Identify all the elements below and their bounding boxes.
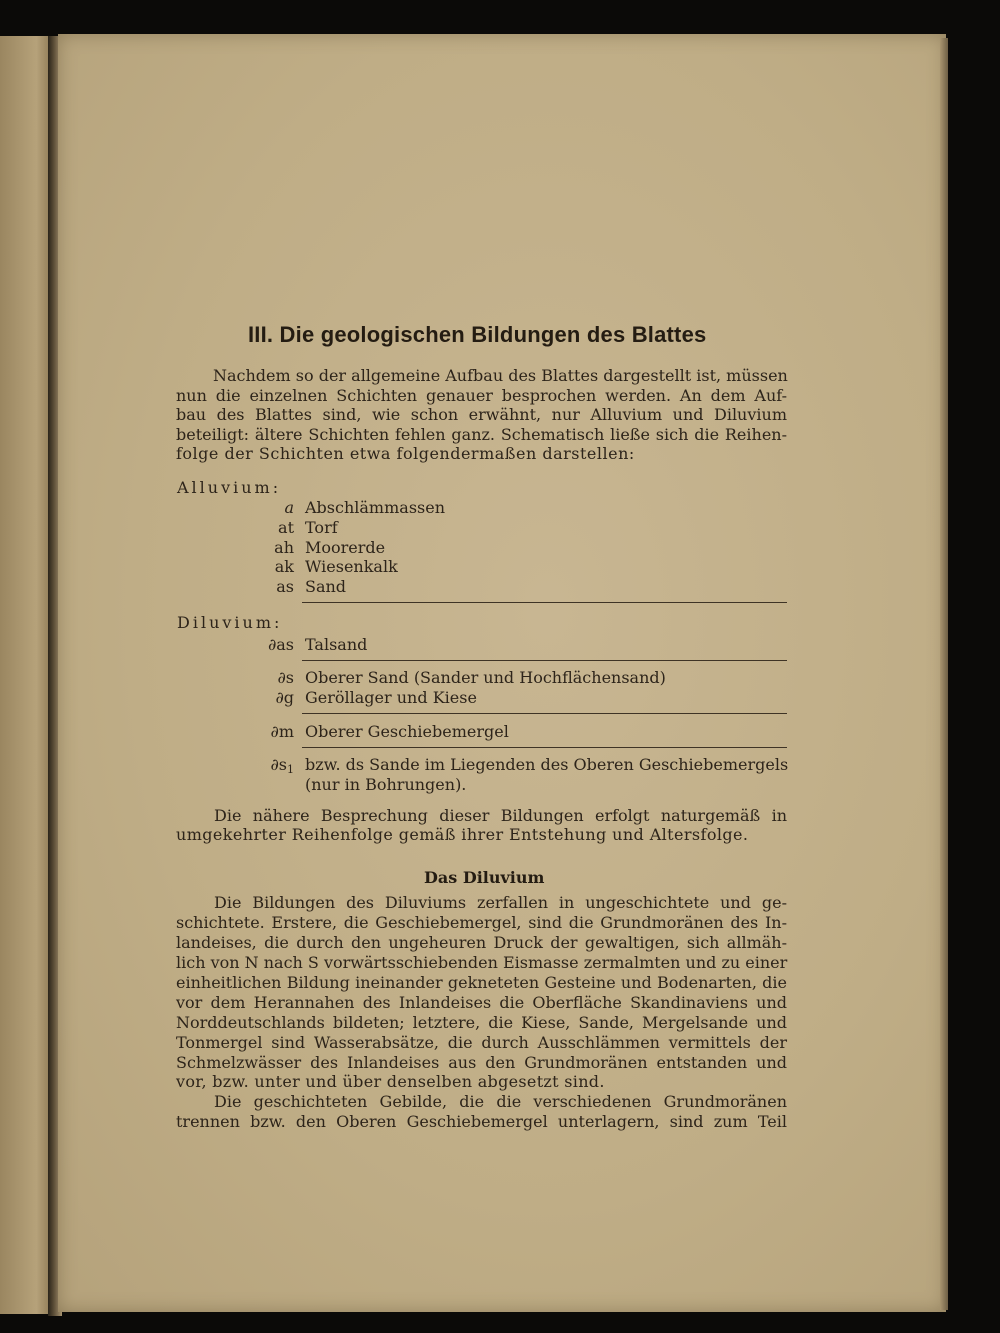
layer-name: Sand: [305, 577, 347, 596]
layer-code: a: [284, 498, 294, 517]
body-line: Norddeutschlands bildeten; letztere, die Kiese, Sande, Mergelsande und: [176, 1013, 787, 1032]
paragraph-line: umgekehrter Reihenfolge gemäß ihrer Entstehung und Altersfolge.: [176, 825, 749, 844]
layer-name: Moorerde: [305, 538, 386, 557]
table-rule: [302, 713, 787, 714]
layer-code: ah: [274, 538, 294, 557]
layer-code: ak: [274, 557, 294, 576]
table-rule: [302, 747, 787, 748]
layer-code: ∂s: [277, 668, 294, 687]
body-line: schichtete. Erstere, die Geschiebemergel, sind die Grundmoränen des In-: [176, 913, 787, 932]
intro-line: Nachdem so der allgemeine Aufbau des Blattes dargestellt ist, müssen: [213, 366, 788, 385]
layer-name: Oberer Geschiebemergel: [305, 722, 509, 741]
body-line: Die geschichteten Gebilde, die die verschiedenen Grundmoränen: [214, 1092, 787, 1111]
page-right-edge: [940, 38, 948, 1310]
body-line: einheitlichen Bildung ineinander gekneteten Gesteine und Bodenarten, die: [176, 973, 787, 992]
table-rule: [302, 660, 787, 661]
layer-code: $\partial s_1$: [270, 755, 294, 776]
body-line: trennen bzw. den Oberen Geschiebemergel unterlagern, sind zum Teil: [176, 1112, 787, 1131]
alluvium-label: Alluvium:: [177, 478, 282, 497]
paragraph-line: Die nähere Besprechung dieser Bildungen erfolgt naturgemäß in: [214, 806, 787, 825]
body-line: vor dem Herannahen des Inlandeises die Oberfläche Skandinaviens und: [176, 993, 787, 1012]
layer-name: Wiesenkalk: [305, 557, 398, 576]
layer-name: Abschlämmassen: [305, 498, 446, 517]
layer-name: (nur in Bohrungen).: [305, 775, 467, 794]
layer-code: ∂g: [275, 688, 294, 707]
body-line: Die Bildungen des Diluviums zerfallen in ungeschichtete und ge-: [214, 893, 787, 912]
subheading: Das Diluvium: [424, 868, 545, 887]
layer-name: bzw. ds Sande im Liegenden des Oberen Geschiebemergels: [305, 755, 789, 774]
layer-name: Talsand: [305, 635, 368, 654]
body-line: landeises, die durch den ungeheuren Druck der gewaltigen, sich allmäh-: [176, 933, 787, 952]
section-heading: III. Die geologischen Bildungen des Blattes: [248, 322, 707, 347]
diluvium-label: Diluvium:: [177, 613, 283, 632]
layer-code: ∂as: [267, 635, 294, 654]
layer-code: as: [276, 577, 294, 596]
body-line: vor, bzw. unter und über denselben abgesetzt sind.: [176, 1072, 605, 1091]
intro-line: nun die einzelnen Schichten genauer besprochen werden. An dem Auf-: [176, 386, 787, 405]
body-line: Tonmergel sind Wasserabsätze, die durch Ausschlämmen vermittels der: [176, 1033, 787, 1052]
intro-line: folge der Schichten etwa folgendermaßen darstellen:: [176, 444, 635, 463]
table-rule: [302, 602, 787, 603]
body-line: Schmelzwässer des Inlandeises aus den Grundmoränen entstanden und: [176, 1053, 787, 1072]
layer-code: ∂m: [270, 722, 294, 741]
body-line: lich von N nach S vorwärtsschiebenden Eismasse zermalmten und zu einer: [176, 953, 788, 972]
left-page-edge: [0, 36, 52, 1314]
layer-code: at: [278, 518, 294, 537]
intro-line: beteiligt: ältere Schichten fehlen ganz. Schematisch ließe sich die Reihen-: [176, 425, 787, 444]
layer-name: Geröllager und Kiese: [305, 688, 477, 707]
intro-line: bau des Blattes sind, wie schon erwähnt, nur Alluvium und Diluvium: [176, 405, 787, 424]
layer-name: Oberer Sand (Sander und Hochflächensand): [305, 668, 666, 687]
layer-name: Torf: [305, 518, 338, 537]
